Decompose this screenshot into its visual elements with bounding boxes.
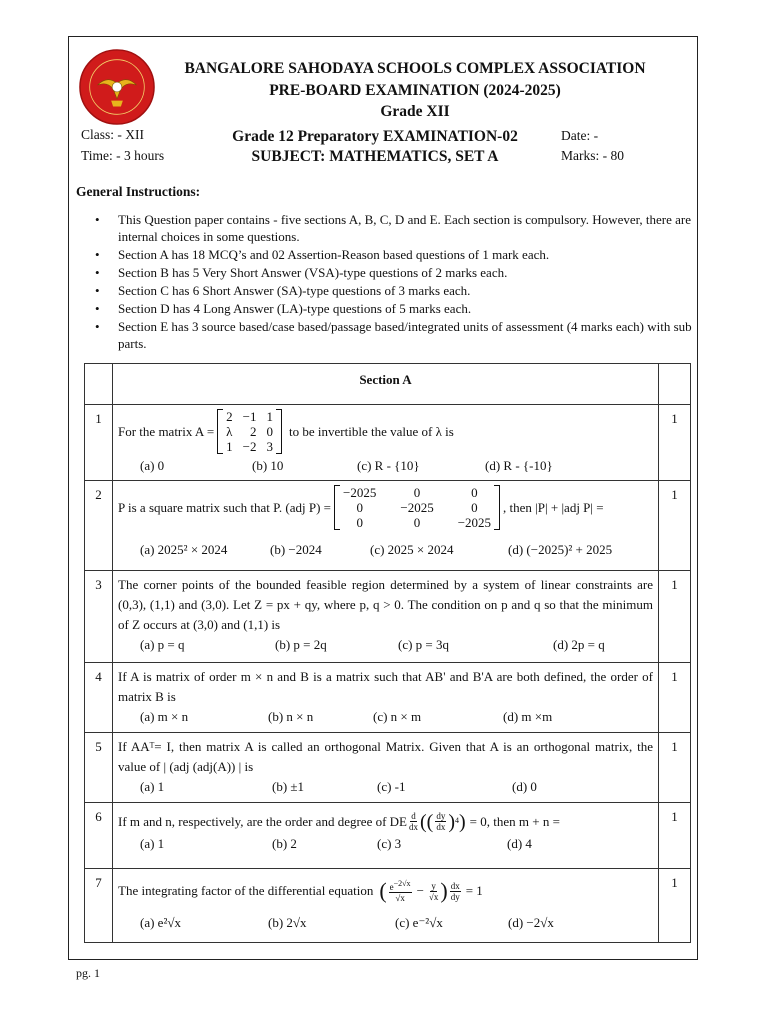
question-number: 4: [85, 663, 113, 733]
grade-title: Grade XII: [380, 103, 450, 120]
option-c: (c) -1: [377, 779, 406, 794]
question-marks: 1: [659, 663, 691, 733]
option-d: (d) −2√x: [508, 915, 554, 930]
question-row: [85, 571, 691, 663]
instruction-item: • Section B has 5 Very Short Answer (VSA)-type questions of 2 marks each.: [93, 264, 703, 281]
option-b: (b) n × n: [268, 709, 314, 724]
options: [118, 913, 653, 933]
option-c: (c) 3: [377, 836, 402, 851]
preparatory-title: Grade 12 Preparatory EXAMINATION-02: [232, 128, 518, 145]
question-row: 6 If m and n, respectively, are the order and degree of DE $\frac{d}{dx}$ (( $\frac{dy}{dx}$ ) 4 ) = 0, then m + n = (a) 1 (b) 2 (c) 3 (d) 4 1: [85, 803, 691, 869]
question-row: 7 The integrating factor of the differential equation ( $\frac{e^{-2√x}}{√x}$ − $\frac{y}{√x}$ ) $\frac{dx}{dy}$ = 1 (a) e²√x (b) 2√x (c) e⁻²√x (d) −2√x 1: [85, 869, 691, 943]
instructions-title: General Instructions:: [76, 184, 201, 199]
option-b: (b) 2: [272, 836, 297, 851]
question-text-end: to be invertible the value of λ is: [289, 423, 454, 439]
date-label: Date: -: [561, 128, 599, 143]
options: [118, 540, 653, 560]
option-a: (a) e²√x: [140, 915, 181, 930]
instructions-list: [93, 211, 703, 353]
option-d: (d) 4: [507, 836, 532, 851]
instruction-item: • Section E has 3 source based/case based/passage based/integrated units of assessment (4 marks each) with sub parts.: [93, 318, 703, 352]
option-c: (c) n × m: [373, 709, 422, 724]
y-fraction: $\frac{y}{√x}$: [428, 880, 439, 902]
option-b: (b) p = 2q: [275, 637, 327, 652]
option-c: (c) p = 3q: [398, 637, 450, 652]
matrix: 2 −1 1 λ 2 0 1 −2 3: [217, 409, 282, 454]
section-title: Section A: [113, 364, 659, 405]
subject-title: SUBJECT: MATHEMATICS, SET A: [251, 148, 499, 165]
school-logo: [78, 48, 156, 126]
question-number: 5: [85, 733, 113, 803]
time-label: Time: - 3 hours: [81, 148, 165, 163]
option-c: (c) R - {10}: [357, 458, 420, 473]
exp-fraction: $\frac{e^{-2√x}}{√x}$: [389, 879, 411, 903]
question-text: The integrating factor of the differential equation: [118, 883, 374, 898]
question-marks: 1: [659, 481, 691, 571]
question-row: [85, 405, 691, 481]
question-number: 6: [85, 803, 113, 869]
question-marks: 1: [659, 869, 691, 943]
instruction-item: • This Question paper contains - five sections A, B, C, D and E. Each section is compulsory. However, there are internal choices in some questions.: [93, 211, 703, 245]
option-a: (a) 0: [140, 458, 165, 473]
option-d: (d) R - {-10}: [485, 458, 553, 473]
question-number: 2: [85, 481, 113, 571]
marks-label: Marks: - 80: [561, 148, 624, 163]
option-b: (b) 10: [252, 458, 284, 473]
question-text-end: = 0, then m + n =: [469, 813, 560, 829]
question-text: If AAᵀ= I, then matrix A is called an orthogonal Matrix. Given that A is an orthogonal matrix, the value of | (adj (adj(A)) | is: [118, 739, 653, 774]
dy-dx-fraction: $\frac{dy}{dx}$: [436, 811, 446, 832]
question-text: P is a square matrix such that P. (adj P) =: [118, 499, 332, 515]
options: [118, 777, 653, 797]
question-text: If m and n, respectively, are the order and degree of DE: [118, 813, 407, 829]
matrix: −2025 0 0 0 −2025 0 0 0 −2025: [334, 485, 500, 530]
question-marks: 1: [659, 571, 691, 663]
option-b: (b) ±1: [272, 779, 305, 794]
question-marks: 1: [659, 405, 691, 481]
option-a: (a) 2025² × 2024: [140, 542, 228, 557]
option-a: (a) p = q: [140, 637, 185, 652]
option-b: (b) −2024: [270, 542, 322, 557]
instruction-item: • Section A has 18 MCQ’s and 02 Assertion-Reason based questions of 1 mark each.: [93, 246, 703, 263]
question-row: [85, 733, 691, 803]
options: [118, 707, 653, 727]
exam-title: PRE-BOARD EXAMINATION (2024-2025): [269, 82, 561, 99]
derivative-operator: $\frac{d}{dx}$: [409, 811, 418, 832]
section-header-row: [85, 364, 691, 405]
options: [118, 834, 653, 854]
instruction-item: • Section D has 4 Long Answer (LA)-type questions of 5 marks each.: [93, 300, 703, 317]
question-row: [85, 663, 691, 733]
question-row: [85, 481, 691, 571]
option-c: (c) e⁻²√x: [395, 915, 443, 930]
question-number: 7: [85, 869, 113, 943]
option-d: (d) (−2025)² + 2025: [508, 542, 613, 557]
option-d: (d) 2p = q: [553, 637, 605, 652]
page-number: pg. 1: [76, 966, 100, 980]
instruction-item: • Section C has 6 Short Answer (SA)-type questions of 3 marks each.: [93, 282, 703, 299]
question-text: For the matrix A =: [118, 423, 215, 439]
question-number: 1: [85, 405, 113, 481]
options: [118, 635, 653, 655]
option-a: (a) 1: [140, 779, 165, 794]
question-text: The corner points of the bounded feasible region determined by a system of linear constraints are (0,3), (1,1) and (3,0). Let Z = px + qy, where p, q > 0. The condition on p and q so that the minimum of Z occurs at (3,0) and (1,1) is: [118, 577, 653, 632]
question-text: If A is matrix of order m × n and B is a matrix such that AB' and B'A are both defined, the order of matrix B is: [118, 669, 653, 704]
question-marks: 1: [659, 733, 691, 803]
option-a: (a) 1: [140, 836, 165, 851]
class-label: Class: - XII: [81, 127, 144, 142]
option-d: (d) m ×m: [503, 709, 553, 724]
question-text-end: = 1: [465, 883, 483, 898]
option-a: (a) m × n: [140, 709, 189, 724]
dx-dy-fraction: $\frac{dx}{dy}$: [450, 880, 460, 902]
questions-table: [84, 363, 691, 943]
board-name: BANGALORE SAHODAYA SCHOOLS COMPLEX ASSOCIATION: [184, 60, 646, 77]
option-b: (b) 2√x: [268, 915, 307, 930]
options: [118, 456, 653, 476]
question-number: 3: [85, 571, 113, 663]
option-c: (c) 2025 × 2024: [370, 542, 454, 557]
question-text-end: , then |P| + |adj P| =: [503, 499, 604, 515]
option-d: (d) 0: [512, 779, 537, 794]
question-marks: 1: [659, 803, 691, 869]
